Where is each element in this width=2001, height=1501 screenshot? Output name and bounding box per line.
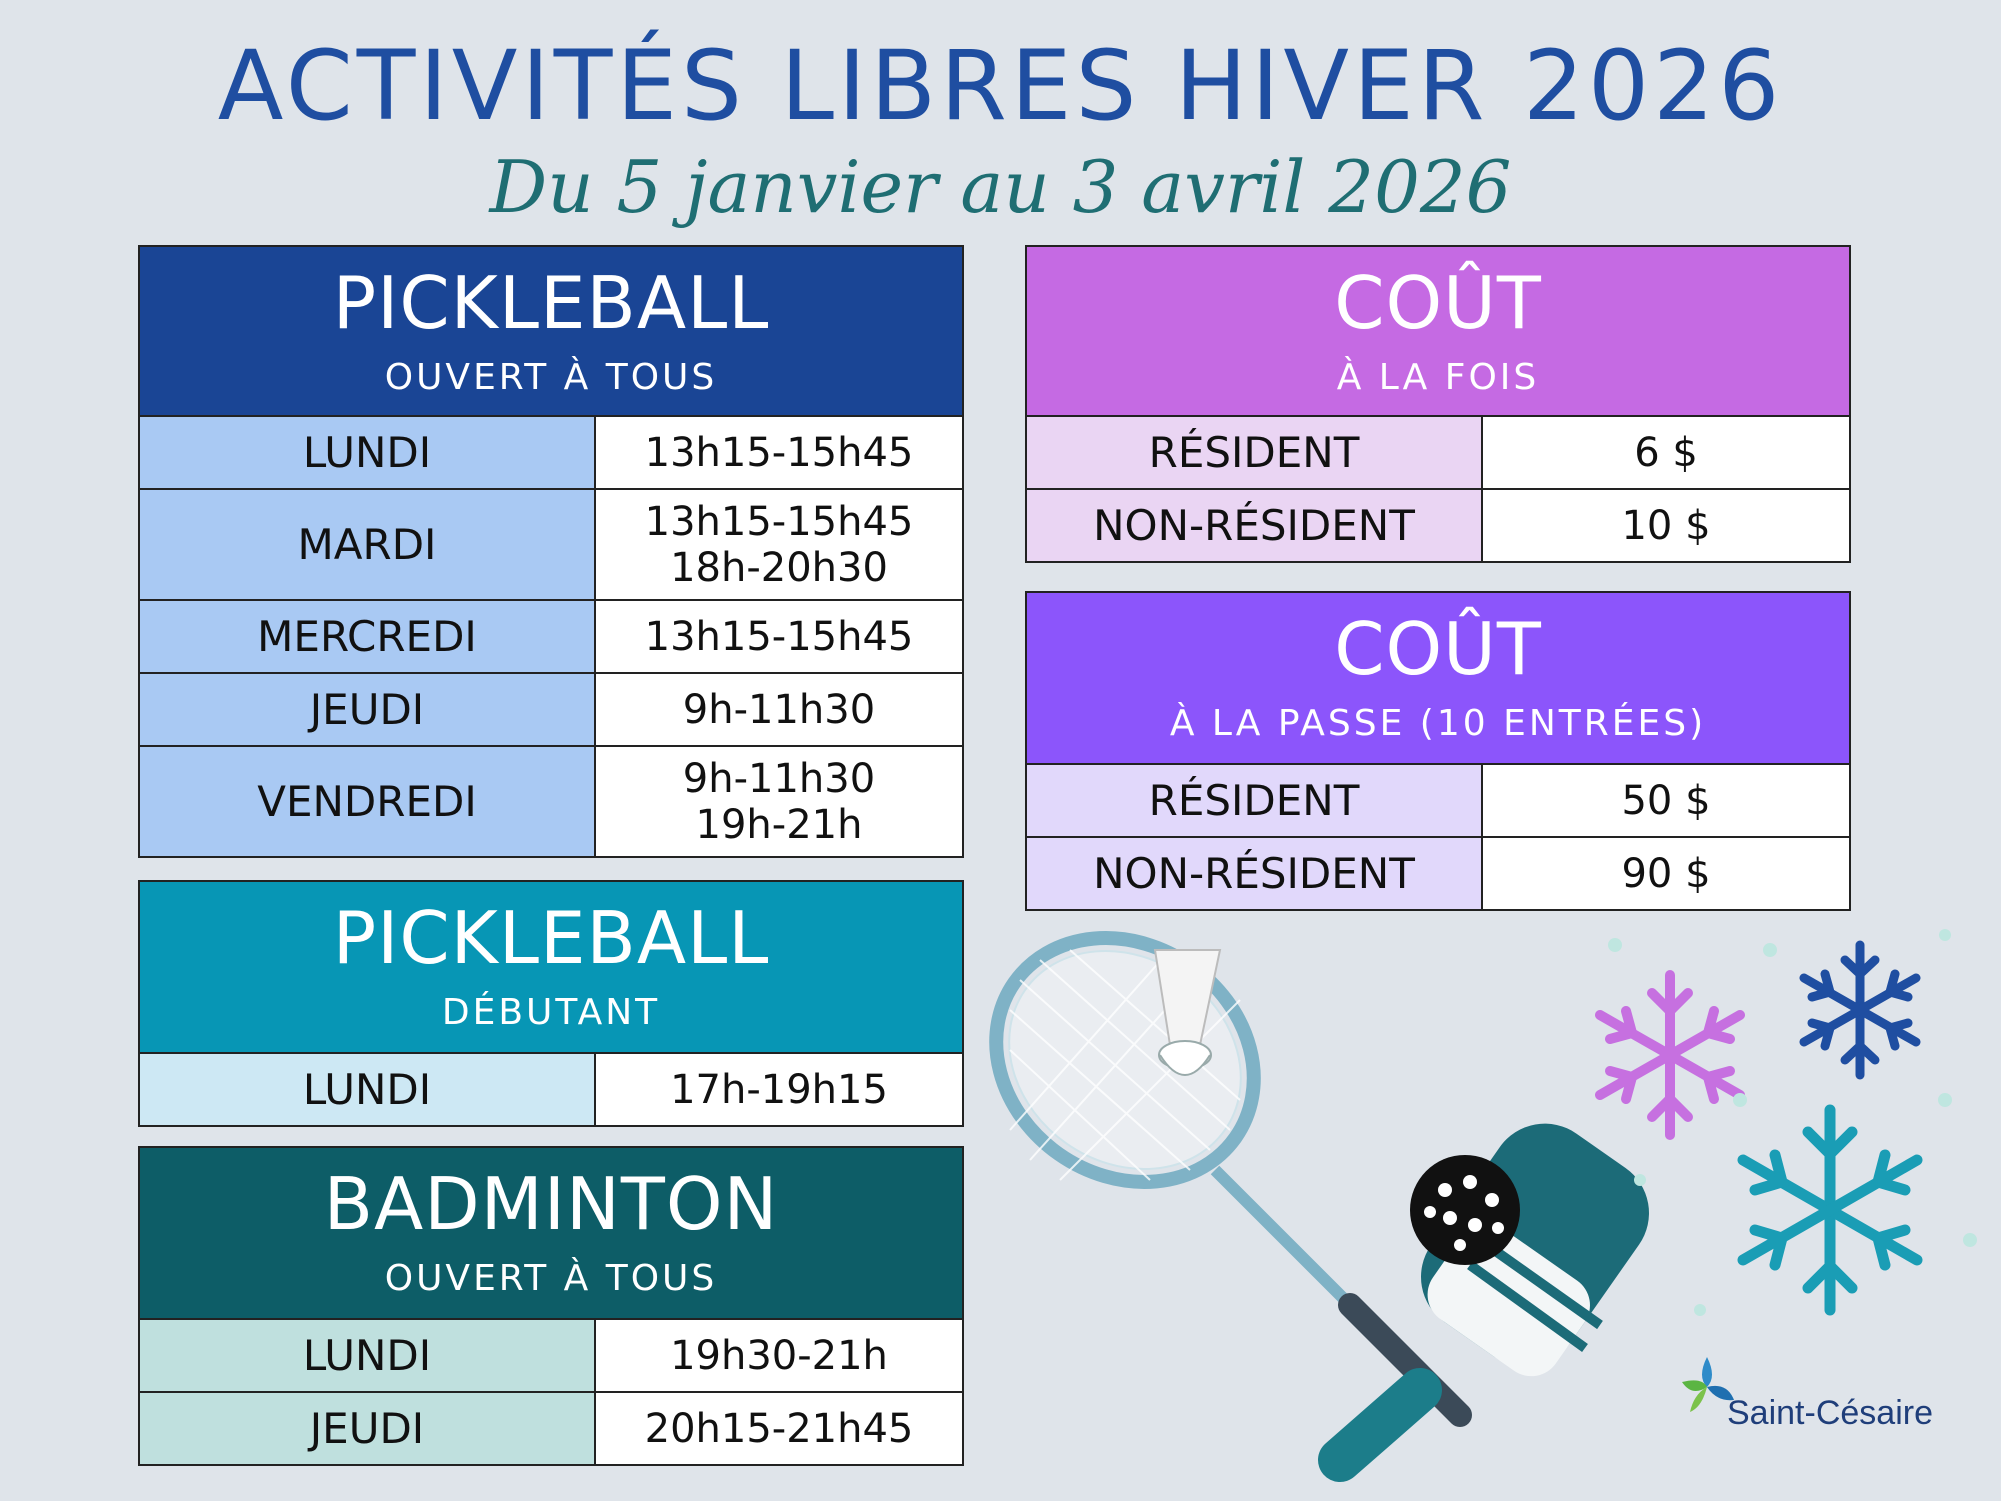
resident-type-label: RÉSIDENT [1027, 417, 1483, 488]
saint-cesaire-logo [1672, 1352, 1992, 1442]
badminton-header [138, 1146, 964, 1320]
cost-single-header [1025, 245, 1851, 417]
time-value: 20h15-21h45 [644, 1405, 914, 1452]
cost-pass-header [1025, 591, 1851, 765]
pickleball-beginner-title: PICKLEBALL [332, 896, 770, 980]
price-cell: 10 $ [1483, 490, 1849, 561]
badminton-subtitle: OUVERT À TOUS [384, 1258, 718, 1299]
cost-pass-table [1025, 591, 1851, 911]
day-label: VENDREDI [140, 747, 596, 856]
time-cell [596, 1393, 962, 1464]
schedule-row [138, 1320, 964, 1393]
time-cell [596, 601, 962, 672]
resident-type-label: NON-RÉSIDENT [1027, 838, 1483, 909]
time-value: 13h15-15h45 [644, 498, 914, 545]
day-label: LUNDI [140, 1054, 596, 1125]
schedule-row [138, 490, 964, 601]
day-label: MARDI [140, 490, 596, 599]
page-subtitle: Du 5 janvier au 3 avril 2026 [489, 145, 1512, 229]
schedule-row [138, 1393, 964, 1466]
time-value: 18h-20h30 [670, 544, 888, 591]
pickleball-beginner-table [138, 880, 964, 1127]
logo-text: Saint-Césaire [1727, 1394, 1933, 1432]
day-label: MERCREDI [140, 601, 596, 672]
pickleball-beginner-subtitle: DÉBUTANT [441, 992, 661, 1033]
resident-type-label: NON-RÉSIDENT [1027, 490, 1483, 561]
schedule-row [138, 674, 964, 747]
time-value: 9h-11h30 [682, 686, 876, 733]
price-row [1025, 490, 1851, 563]
pickleball-paddle-icon [1340, 1102, 1671, 1460]
day-label: JEUDI [140, 1393, 596, 1464]
day-label: JEUDI [140, 674, 596, 745]
time-value: 13h15-15h45 [644, 429, 914, 476]
price-row [1025, 838, 1851, 911]
badminton-racket-icon [980, 920, 1460, 1415]
pickleball-open-subtitle: OUVERT À TOUS [384, 357, 718, 398]
price-cell: 50 $ [1483, 765, 1849, 836]
resident-type-label: RÉSIDENT [1027, 765, 1483, 836]
day-label: LUNDI [140, 417, 596, 488]
time-value: 17h-19h15 [670, 1066, 888, 1113]
schedule-row [138, 1054, 964, 1127]
pickleball-open-title: PICKLEBALL [332, 261, 770, 345]
cost-pass-subtitle: À LA PASSE (10 ENTRÉES) [1169, 703, 1707, 744]
schedule-row [138, 747, 964, 858]
cost-single-table [1025, 245, 1851, 563]
cost-single-subtitle: À LA FOIS [1336, 357, 1540, 398]
time-cell [596, 417, 962, 488]
time-value: 9h-11h30 [682, 755, 876, 802]
time-value: 19h-21h [695, 801, 863, 848]
price-row [1025, 417, 1851, 490]
cost-pass-title: COÛT [1334, 607, 1542, 691]
time-cell [596, 490, 962, 599]
cost-single-title: COÛT [1334, 261, 1542, 345]
snowflake-icon [1804, 945, 1916, 1075]
snowflake-icon [1600, 975, 1740, 1135]
day-label: LUNDI [140, 1320, 596, 1391]
pickleball-open-table [138, 245, 964, 858]
time-value: 13h15-15h45 [644, 613, 914, 660]
time-cell [596, 747, 962, 856]
price-row [1025, 765, 1851, 838]
badminton-table [138, 1146, 964, 1466]
time-cell [596, 674, 962, 745]
price-cell: 90 $ [1483, 838, 1849, 909]
pickleball-beginner-header [138, 880, 964, 1054]
time-cell [596, 1054, 962, 1125]
badminton-title: BADMINTON [323, 1162, 779, 1246]
time-value: 19h30-21h [670, 1332, 888, 1379]
schedule-row [138, 417, 964, 490]
page-title: ACTIVITÉS LIBRES HIVER 2026 [217, 30, 1784, 142]
price-cell: 6 $ [1483, 417, 1849, 488]
pickleball-open-header [138, 245, 964, 417]
schedule-row [138, 601, 964, 674]
pickleball-ball-icon [1410, 1155, 1520, 1265]
snowflake-icon [1743, 1110, 1917, 1310]
time-cell [596, 1320, 962, 1391]
